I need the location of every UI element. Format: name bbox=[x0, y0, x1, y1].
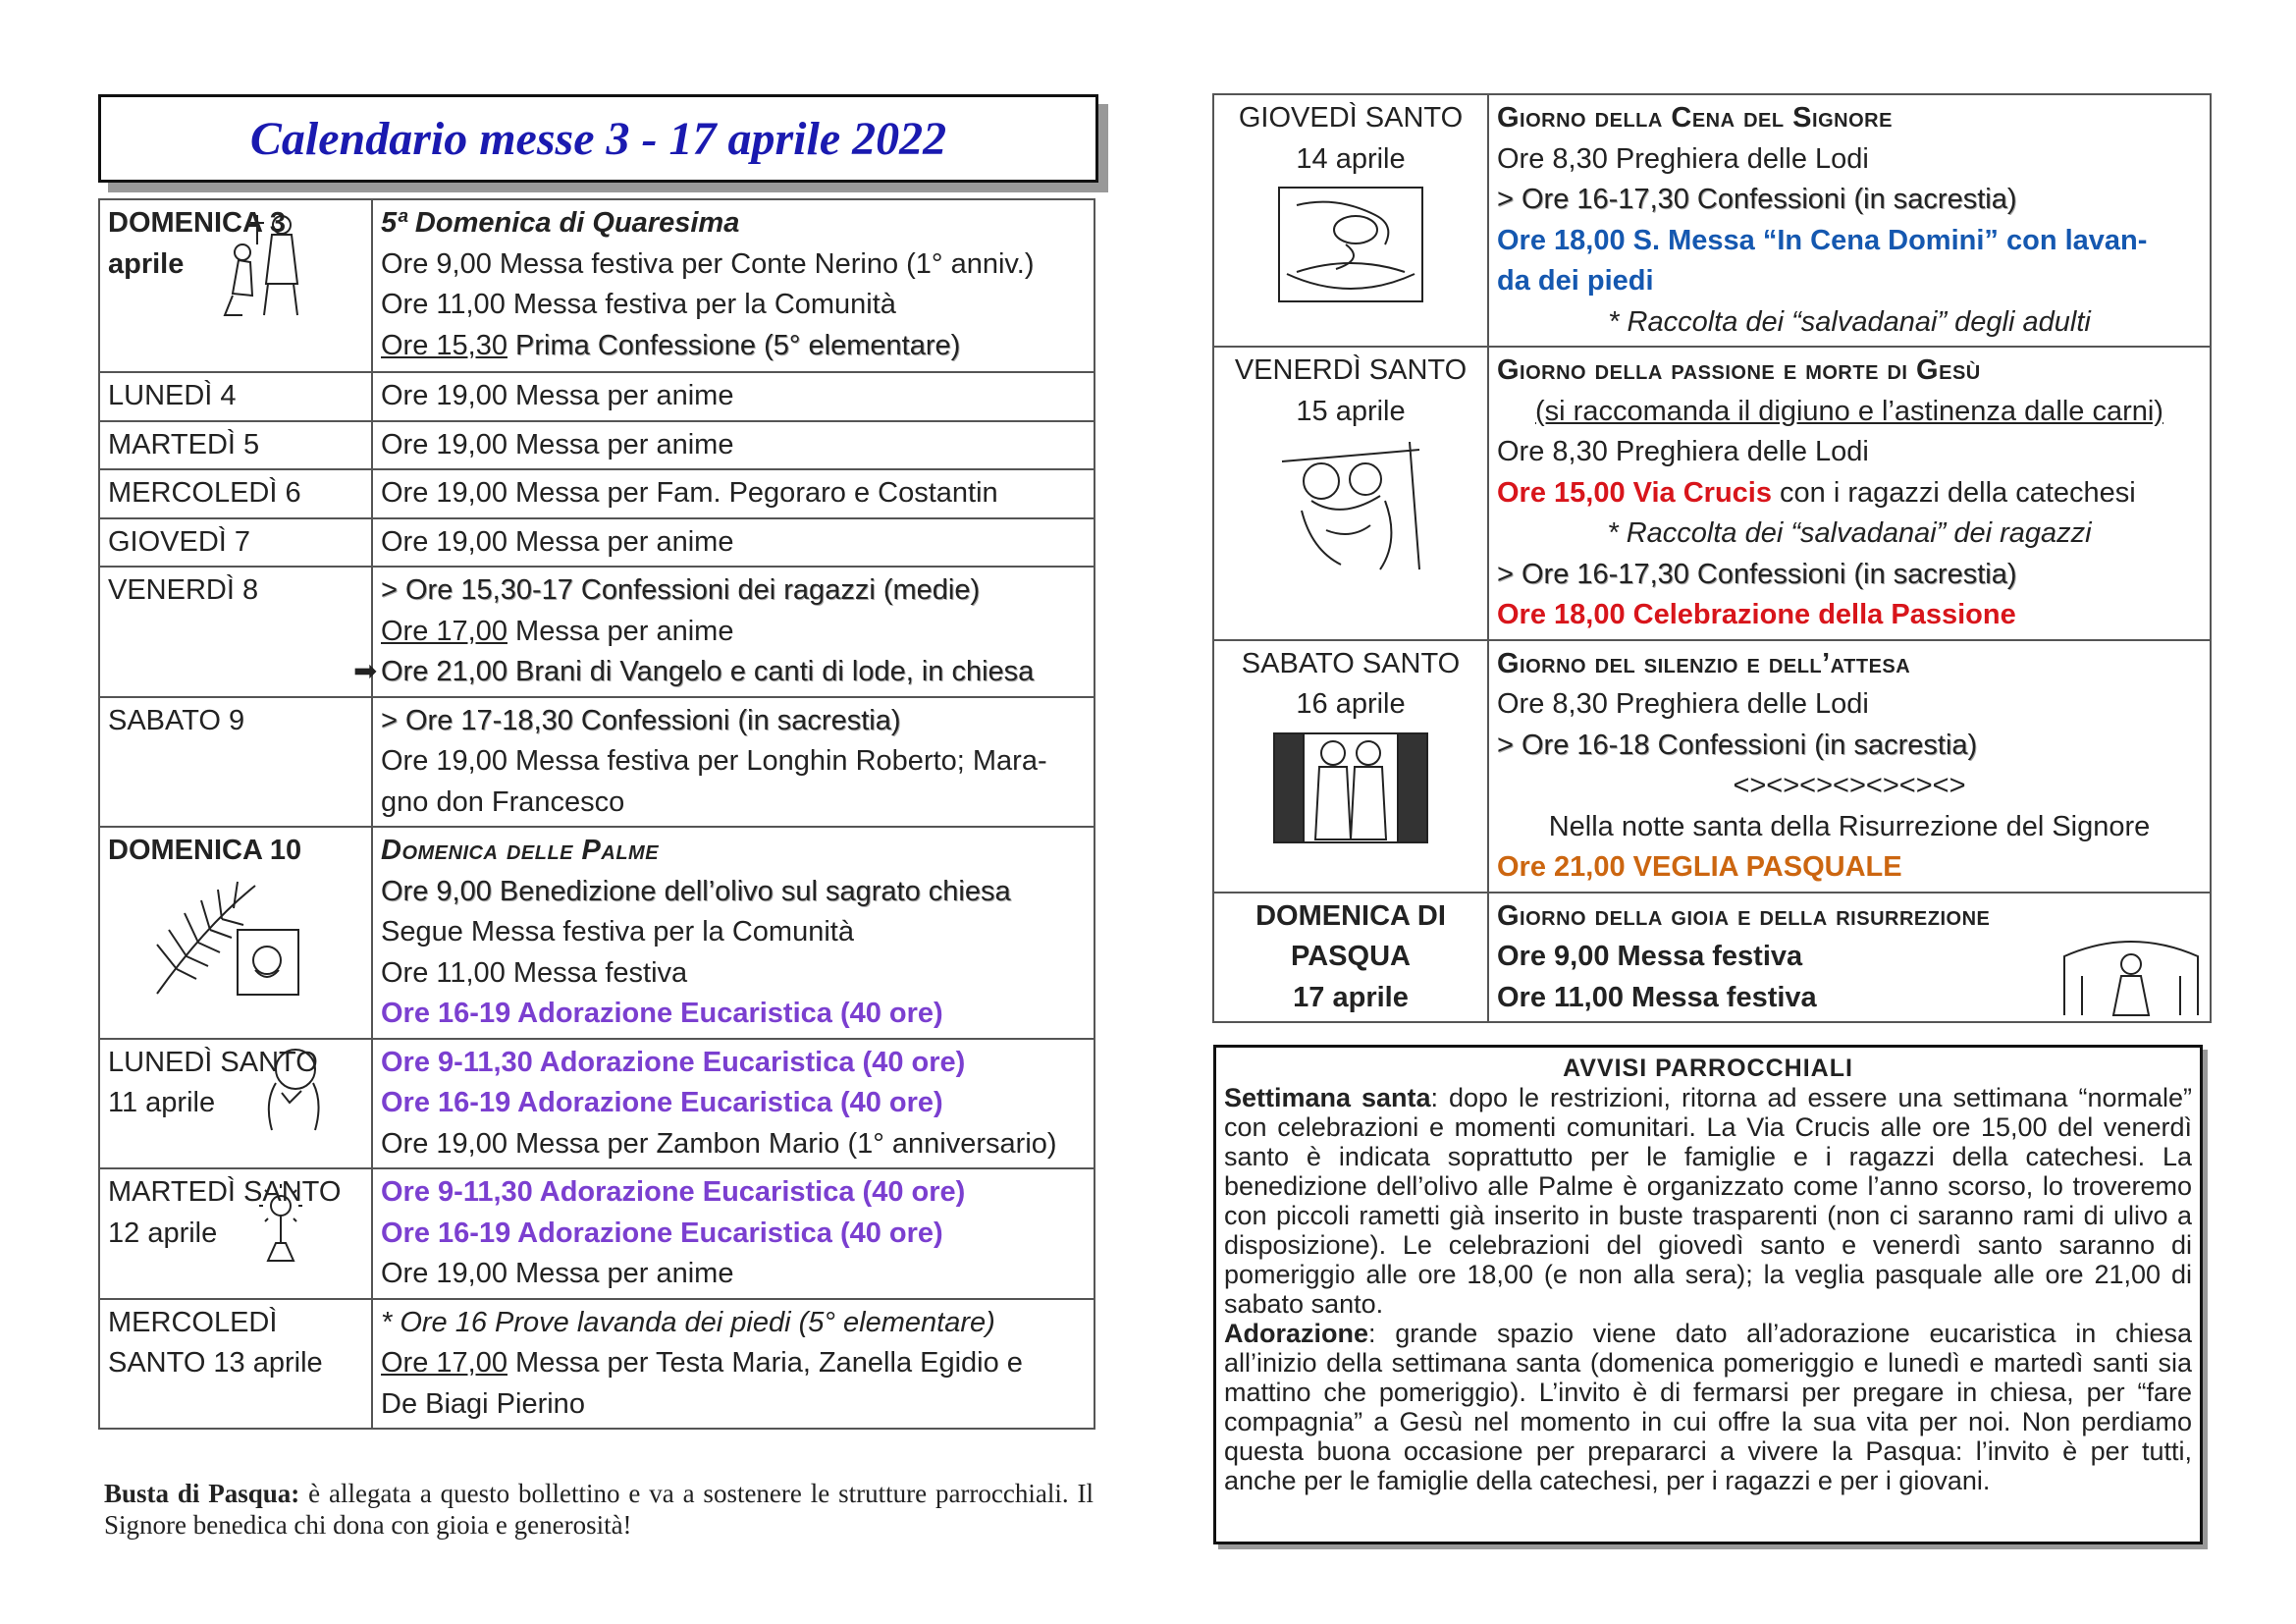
avvisi-paragraph bbox=[1224, 1319, 2192, 1495]
day-cell bbox=[99, 827, 372, 1039]
day-cell bbox=[99, 199, 372, 372]
monstrance-illustration bbox=[246, 1184, 315, 1263]
avvisi-text: : dopo le restrizioni, ritorna ad essere una settimana “normale” con celebrazioni e momenti comunitari. La Via Crucis alle ore 15,00 del venerdì santo è indicata soprattutto per le famiglie e i ragazzi della catechesi. La benedizione dell’olivo alle Palme è organizzato come l’anno scorso, lo troveremo con piccoli rametti già inserito in buste trasparenti (non ci saranno rami di ulivo a disposizione). Le celebrazioni del giovedì santo e venerdì santo saranno di pomeriggio alle ore 18,00 (e non alla sera); la veglia pasquale alle ore 21,00 di sabato santo. bbox=[1224, 1083, 2192, 1319]
day-label-2: 16 aprile bbox=[1296, 688, 1406, 720]
event-line: Ore 16-19 Adorazione Eucaristica (40 ore) bbox=[381, 1217, 943, 1249]
row-martedi-5 bbox=[99, 421, 1095, 470]
busta-text: è allegata a questo bollettino e va a sostenere le strutture parrocchiali. Il Signore benedica chi dona con gioia e generosità! bbox=[104, 1479, 1094, 1540]
event-line: Ore 18,00 S. Messa “In Cena Domini” con lavan- bbox=[1497, 224, 2148, 256]
title-box bbox=[98, 94, 1098, 183]
events-cell bbox=[353, 567, 1095, 697]
row-domenica-pasqua bbox=[1213, 893, 2211, 1023]
event-line: Ore 19,00 Messa per Zambon Mario (1° anniversario) bbox=[381, 1127, 1057, 1160]
day-cell bbox=[99, 1039, 372, 1169]
day-cell bbox=[1213, 640, 1488, 893]
row-martedi-santo bbox=[99, 1168, 1095, 1299]
event-time: Ore 17,00 bbox=[381, 615, 507, 647]
event-line: * Raccolta dei “salvadanai” degli adulti bbox=[1608, 305, 2091, 338]
event-line: Prima Confessione (5° elementare) bbox=[507, 329, 961, 361]
day-label-2: 14 aprile bbox=[1296, 142, 1406, 175]
row-sabato-9 bbox=[99, 697, 1095, 828]
events-cell: Ore 19,00 Messa per anime bbox=[372, 518, 1095, 568]
events-cell bbox=[1488, 347, 2211, 640]
day-cell: MARTEDÌ 5 bbox=[99, 421, 372, 470]
day-cell bbox=[1213, 94, 1488, 347]
event-line: gno don Francesco bbox=[381, 785, 625, 818]
event-line: * Ore 16 Prove lavanda dei piedi (5° elementare) bbox=[381, 1306, 995, 1338]
events-cell bbox=[372, 1299, 1095, 1430]
day-cell bbox=[1213, 893, 1488, 1023]
event-line: Ore 11,00 Messa festiva per la Comunità bbox=[381, 289, 896, 320]
events-cell bbox=[372, 827, 1095, 1039]
palm-branch-illustration bbox=[147, 876, 304, 999]
embrace-illustration bbox=[1272, 442, 1429, 574]
day-cell bbox=[1213, 347, 1488, 640]
event-heading: Domenica delle Palme bbox=[381, 835, 660, 866]
event-time: Ore 17,00 bbox=[381, 1347, 507, 1379]
row-sabato-santo bbox=[1213, 640, 2211, 893]
events-cell: Ore 19,00 Messa per anime bbox=[372, 421, 1095, 470]
row-domenica-3 bbox=[99, 199, 1095, 372]
busta-note bbox=[104, 1478, 1094, 1541]
event-line: De Biagi Pierino bbox=[381, 1387, 585, 1420]
events-cell bbox=[1488, 640, 2211, 893]
day-label-2: 11 aprile bbox=[108, 1087, 216, 1118]
event-line: Ore 11,00 Messa festiva bbox=[1497, 981, 1817, 1013]
event-line: Ore 19,00 Messa festiva per Longhin Roberto; Mara- bbox=[381, 745, 1047, 777]
right-schedule-table bbox=[1212, 93, 2212, 1023]
event-line: Ore 8,30 Preghiera delle Lodi bbox=[1497, 436, 1869, 467]
event-heading: Giorno del silenzio e dell’attesa bbox=[1497, 647, 1911, 679]
row-giovedi-santo bbox=[1213, 94, 2211, 347]
events-cell bbox=[1488, 893, 2211, 1023]
event-line: Ore 9-11,30 Adorazione Eucaristica (40 ore) bbox=[381, 1046, 966, 1078]
event-line: 5ª Domenica di Quaresima bbox=[381, 207, 740, 239]
avvisi-label: Adorazione bbox=[1224, 1319, 1369, 1348]
day-label: LUNEDÌ SANTO bbox=[108, 1046, 318, 1078]
row-lunedi-santo bbox=[99, 1039, 1095, 1169]
day-label-2: PASQUA bbox=[1291, 941, 1411, 972]
two-figures-illustration bbox=[1272, 731, 1429, 844]
row-mercoledi-6 bbox=[99, 469, 1095, 518]
events-cell: Ore 19,00 Messa per Fam. Pegoraro e Costantin bbox=[372, 469, 1095, 518]
confession-illustration bbox=[203, 205, 321, 323]
day-label-2: aprile bbox=[108, 247, 185, 280]
day-label-3: 17 aprile bbox=[1293, 981, 1409, 1013]
row-venerdi-8 bbox=[99, 567, 1095, 697]
day-cell: VENERDÌ 8 bbox=[99, 567, 372, 697]
row-mercoledi-santo bbox=[99, 1299, 1095, 1430]
event-line: Ore 9,00 Messa festiva bbox=[1497, 941, 1803, 972]
row-lunedi-4 bbox=[99, 372, 1095, 421]
event-line: Ore 8,30 Preghiera delle Lodi bbox=[1497, 688, 1869, 720]
event-line: Ore 21,00 Brani di Vangelo e canti di lode, in chiesa bbox=[381, 656, 1035, 687]
row-domenica-10 bbox=[99, 827, 1095, 1039]
arrow-right-icon: ➡ bbox=[353, 656, 378, 687]
events-cell bbox=[372, 199, 1095, 372]
event-line: * Raccolta dei “salvadanai” dei ragazzi bbox=[1607, 517, 2092, 549]
foot-washing-illustration bbox=[1277, 186, 1424, 303]
events-cell bbox=[372, 1039, 1095, 1169]
avvisi-label: Settimana santa bbox=[1224, 1083, 1431, 1112]
event-line: > Ore 16-17,30 Confessioni (in sacrestia) bbox=[1497, 184, 2017, 215]
day-cell bbox=[99, 1168, 372, 1299]
events-cell: Ore 19,00 Messa per anime bbox=[372, 372, 1095, 421]
day-label-2: SANTO 13 aprile bbox=[108, 1347, 323, 1379]
event-line: con i ragazzi della catechesi bbox=[1771, 476, 2136, 509]
day-label: DOMENICA 10 bbox=[108, 835, 302, 866]
event-time: Ore 15,00 Via Crucis bbox=[1497, 476, 1772, 509]
event-line: > Ore 15,30-17 Confessioni dei ragazzi (medie) bbox=[381, 574, 981, 606]
day-label: SABATO SANTO bbox=[1241, 647, 1461, 679]
event-line: > Ore 17-18,30 Confessioni (in sacrestia) bbox=[381, 704, 901, 736]
event-line: Messa per anime bbox=[507, 615, 734, 647]
row-giovedi-7 bbox=[99, 518, 1095, 568]
event-line: Ore 9-11,30 Adorazione Eucaristica (40 ore) bbox=[381, 1176, 966, 1208]
event-line: > Ore 16-17,30 Confessioni (in sacrestia) bbox=[1497, 558, 2017, 590]
event-line: Ore 16-19 Adorazione Eucaristica (40 ore) bbox=[381, 1087, 943, 1118]
day-cell: GIOVEDÌ 7 bbox=[99, 518, 372, 568]
resurrection-illustration bbox=[2062, 937, 2200, 1017]
avvisi-box bbox=[1213, 1045, 2203, 1544]
event-line: Messa per Testa Maria, Zanella Egidio e bbox=[507, 1347, 1023, 1379]
day-cell bbox=[99, 1299, 372, 1430]
event-line: Nella notte santa della Risurrezione del Signore bbox=[1548, 810, 2151, 842]
event-line: da dei piedi bbox=[1497, 265, 1654, 297]
praying-person-illustration bbox=[254, 1044, 333, 1132]
event-heading: Giorno della passione e morte di Gesù bbox=[1497, 354, 1981, 386]
event-time: Ore 15,30 bbox=[381, 329, 507, 361]
day-label: GIOVEDÌ SANTO bbox=[1238, 102, 1464, 134]
event-line: <><><><><><><> bbox=[1733, 770, 1966, 801]
event-line: Ore 18,00 Celebrazione della Passione bbox=[1497, 599, 2016, 630]
event-line: Ore 19,00 Messa per anime bbox=[381, 1258, 734, 1289]
event-heading: Giorno della Cena del Signore bbox=[1497, 102, 1893, 134]
row-venerdi-santo bbox=[1213, 347, 2211, 640]
event-line: Ore 16-19 Adorazione Eucaristica (40 ore) bbox=[381, 998, 943, 1029]
avvisi-paragraph bbox=[1224, 1083, 2192, 1319]
day-label: VENERDÌ SANTO bbox=[1234, 354, 1468, 386]
day-cell: LUNEDÌ 4 bbox=[99, 372, 372, 421]
event-line: Ore 11,00 Messa festiva bbox=[381, 956, 688, 989]
event-line: Ore 21,00 VEGLIA PASQUALE bbox=[1497, 851, 1902, 883]
event-heading: Giorno della gioia e della risurrezione bbox=[1497, 899, 1991, 932]
page-title: Calendario messe 3 - 17 aprile 2022 bbox=[249, 112, 947, 165]
event-line: (si raccomanda il digiuno e l’astinenza dalle carni) bbox=[1535, 395, 2163, 427]
event-line: Segue Messa festiva per la Comunità bbox=[381, 916, 854, 947]
events-cell bbox=[1488, 94, 2211, 347]
busta-label: Busta di Pasqua: bbox=[104, 1479, 300, 1508]
day-label: MERCOLEDÌ bbox=[108, 1306, 278, 1338]
day-label: DOMENICA 3 bbox=[108, 207, 286, 239]
event-line: Ore 9,00 Benedizione dell’olivo sul sagrato chiesa bbox=[381, 875, 1011, 907]
events-cell bbox=[372, 1168, 1095, 1299]
event-line: > Ore 16-18 Confessioni (in sacrestia) bbox=[1497, 729, 1978, 761]
day-cell: SABATO 9 bbox=[99, 697, 372, 828]
day-label: MARTEDÌ SANTO bbox=[108, 1176, 342, 1208]
left-schedule-table bbox=[98, 198, 1095, 1430]
event-line: Ore 9,00 Messa festiva per Conte Nerino (1° anniv.) bbox=[381, 247, 1035, 280]
day-cell: MERCOLEDÌ 6 bbox=[99, 469, 372, 518]
day-label-2: 12 aprile bbox=[108, 1217, 218, 1249]
avvisi-text: : grande spazio viene dato all’adorazione eucaristica in chiesa all’inizio della settimana santa (domenica pomeriggio e lunedì e martedì santi sia mattino che pomeriggio). L’invito è di fermarsi per pregare in chiesa, per “fare compagnia” a Gesù nel momento in cui offre la sua vita per noi. Non perdiamo questa buona occasione per prepararci a vivere la Pasqua: l’invito è per tutti, anche per le famiglie della catechesi, per i ragazzi e per i giovani. bbox=[1224, 1319, 2192, 1495]
events-cell bbox=[372, 697, 1095, 828]
day-label: DOMENICA DI bbox=[1255, 899, 1446, 932]
avvisi-title: AVVISI PARROCCHIALI bbox=[1563, 1055, 1853, 1082]
event-line: Ore 8,30 Preghiera delle Lodi bbox=[1497, 142, 1869, 175]
day-label-2: 15 aprile bbox=[1296, 395, 1406, 427]
